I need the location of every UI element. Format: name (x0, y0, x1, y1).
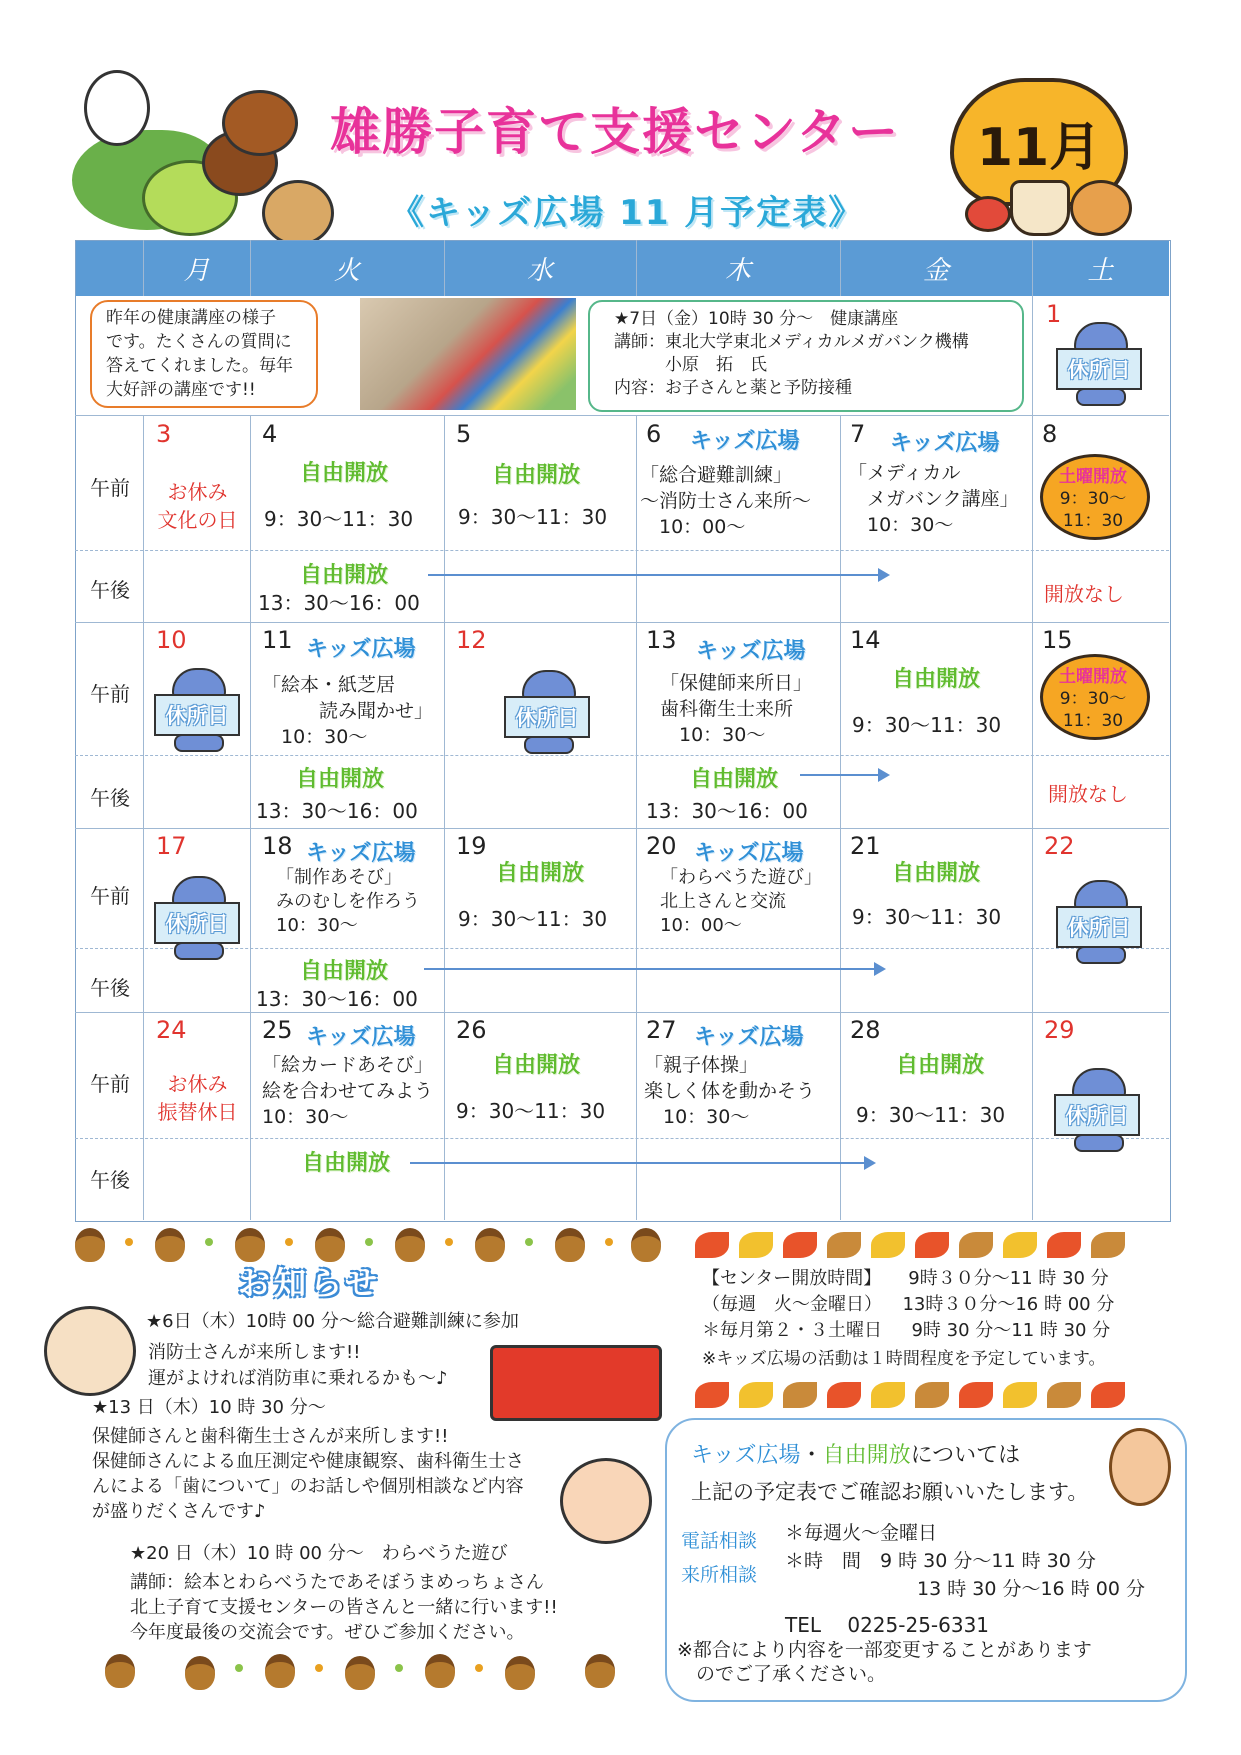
pm-time: 13：30～16：00 (256, 799, 418, 823)
weekday-mon: 月 (183, 255, 210, 286)
event-speech-bubble (588, 300, 1024, 412)
mushroom-stem-illustration (1010, 180, 1070, 236)
event-text: 「親子体操」 楽しく体を動かそう 10：30～ (644, 1054, 816, 1128)
day-number: 28 (850, 1016, 881, 1044)
autumn-mascots-illustration (72, 70, 312, 240)
kids-plaza-label: キッズ広場 (694, 1025, 804, 1050)
day-number: 29 (1044, 1016, 1075, 1044)
kids-plaza-label: キッズ広場 (306, 841, 416, 866)
phone-number[interactable]: TEL 0225-25-6331 (785, 1613, 990, 1637)
info-panel (665, 1418, 1187, 1702)
consult-time-2: 13 時 30 分～16 時 00 分 (917, 1578, 1145, 1600)
continuation-arrow (410, 1162, 874, 1164)
free-open-label: 自由開放 (690, 767, 779, 792)
kids-plaza-label: キッズ広場 (690, 429, 800, 454)
closed-day-badge: 休所日 (1056, 880, 1142, 964)
day-1: 1 (1046, 300, 1062, 328)
kids-plaza-label: キッズ広場 (696, 639, 806, 664)
intro-speech-bubble (90, 300, 318, 408)
day-number: 17 (156, 832, 187, 860)
closed-day-badge: 休所日 (1056, 322, 1142, 406)
health-lecture-text: ★7日（金）10時 30 分～ 健康講座 講師：東北大学東北メディカルメガバンク機構 小原 拓 氏 内容：お子さんと薬と予防接種 (614, 309, 969, 398)
event-text: 「わらべうた遊び」 北上さんと交流 10：00～ (660, 867, 822, 936)
slot-pm-w4: 午後 (90, 1168, 130, 1192)
baby-face-illustration (560, 1458, 652, 1544)
notice-3-title: ★20 日（木）10 時 00 分～ わらべうた遊び (130, 1543, 508, 1564)
hours-line-1: 【センター開放時間】 9時３０分～11 時 30 分 (702, 1268, 1109, 1289)
event-text: 「保健師来所日」 歯科衛生士来所 10：30～ (660, 672, 813, 746)
autumn-leaves-border-bottom (695, 1378, 1155, 1412)
firefighter-illustration (44, 1306, 136, 1396)
kids-plaza-label: キッズ広場 (306, 637, 416, 662)
notice-2-body: 保健師さんと歯科衛生士さんが来所します!! 保健師さんによる血圧測定や健康観察、歯科衛生士さ んによる「歯について」のお話しや個別相談など内容 が盛りだくさんです♪ (92, 1426, 524, 1522)
saturday-open-badge: 土曜開放 9：30～ 11：30 (1040, 646, 1146, 738)
free-open-label: 自由開放 (300, 959, 389, 984)
hours-note: ※キッズ広場の活動は１時間程度を予定しています。 (702, 1349, 1106, 1369)
day-number: 25 (262, 1016, 293, 1044)
free-open-label: 自由開放 (302, 1151, 391, 1176)
am-time: 9：30～11：30 (458, 505, 608, 529)
event-text: 「絵本・紙芝居 読み聞かせ」 10：30～ (262, 674, 434, 748)
acorn-border-top (75, 1226, 665, 1260)
closed-day-badge: 休所日 (1054, 1068, 1140, 1152)
day-number: 18 (262, 832, 293, 860)
day-number: 3 (156, 420, 172, 448)
hours-line-2: （毎週 火～金曜日） 13時３０分～16 時 00 分 (702, 1294, 1115, 1315)
free-open-label: 自由開放 (492, 1053, 581, 1078)
am-time: 9：30～11：30 (856, 1103, 1006, 1127)
day-number: 26 (456, 1016, 487, 1044)
day-number: 13 (646, 626, 677, 654)
day-number: 6 (646, 420, 662, 448)
pm-time: 13：30～16：00 (258, 591, 420, 615)
free-open-label: 自由開放 (492, 463, 581, 488)
no-open-text: 開放なし (1048, 782, 1128, 806)
notice-2-title: ★13 日（木）10 時 30 分～ (92, 1397, 326, 1418)
closed-day-badge: 休所日 (504, 670, 590, 754)
small-mushroom-illustration (965, 196, 1011, 232)
free-open-label: 自由開放 (296, 767, 385, 792)
squirrel-illustration (1070, 180, 1132, 236)
free-open-label: 自由開放 (892, 667, 981, 692)
visit-consult-label: 来所相談 (681, 1564, 758, 1586)
day-number: 8 (1042, 420, 1058, 448)
slot-am-w2: 午前 (90, 682, 130, 706)
slot-am-w3: 午前 (90, 884, 130, 908)
day-number: 12 (456, 626, 487, 654)
page-subtitle: 《キッズ広場 11 月予定表》 (390, 193, 865, 233)
day-number: 4 (262, 420, 278, 448)
weekday-fri: 金 (922, 255, 949, 286)
panel-heading: キッズ広場・自由開放については (691, 1443, 1021, 1468)
weekday-tue: 火 (333, 255, 360, 286)
no-open-text: 開放なし (1044, 582, 1124, 606)
day-number: 24 (156, 1016, 187, 1044)
day-number: 11 (262, 626, 293, 654)
intro-text: 昨年の健康講座の様子 です。たくさんの質問に 答えてくれました。毎年 大好評の講座です!! (106, 308, 293, 400)
weekday-sat: 土 (1087, 255, 1114, 286)
event-text: 「絵カードあそび」 絵を合わせてみよう 10：30～ (262, 1054, 434, 1128)
acorn-border-bottom (75, 1648, 665, 1688)
slot-am-w1: 午前 (90, 476, 130, 500)
slot-am-w4: 午前 (90, 1072, 130, 1096)
day-number: 7 (850, 420, 866, 448)
closed-day-badge: 休所日 (154, 876, 240, 960)
panel-line-2: 上記の予定表でご確認お願いいたします。 (691, 1480, 1089, 1504)
hours-line-3: ＊毎月第２・３土曜日 9時 30 分～11 時 30 分 (702, 1320, 1111, 1341)
pm-time: 13：30～16：00 (646, 799, 808, 823)
weekday-wed: 水 (526, 255, 553, 286)
fire-truck-illustration (490, 1345, 662, 1421)
am-time: 9：30～11：30 (852, 905, 1002, 929)
day-number: 19 (456, 832, 487, 860)
event-text: 「制作あそび」 みのむしを作ろう 10：30～ (276, 867, 420, 936)
day-number: 22 (1044, 832, 1075, 860)
am-time: 9：30～11：30 (264, 507, 414, 531)
day-number: 15 (1042, 626, 1073, 654)
slot-pm-w2: 午後 (90, 786, 130, 810)
free-open-label: 自由開放 (300, 461, 389, 486)
phone-consult-label: 電話相談 (681, 1530, 758, 1552)
am-time: 9：30～11：30 (852, 713, 1002, 737)
event-text: 「メディカル メガバンク講座」 10：30～ (848, 462, 1019, 536)
closed-day-badge: 休所日 (154, 668, 240, 752)
holiday-text: お休み 文化の日 (157, 480, 238, 532)
health-lecture-photo (360, 298, 576, 410)
day-number: 14 (850, 626, 881, 654)
free-open-label: 自由開放 (892, 861, 981, 886)
day-number: 5 (456, 420, 472, 448)
autumn-leaves-border-top (695, 1228, 1155, 1262)
day-number: 21 (850, 832, 881, 860)
holiday-text: お休み 振替休日 (157, 1072, 238, 1124)
saturday-open-badge: 土曜開放 9：30～ 11：30 (1040, 446, 1146, 538)
day-number: 27 (646, 1016, 677, 1044)
notice-1-body: 消防士さんが来所します!! 運がよければ消防車に乗れるかも～♪ (148, 1342, 448, 1389)
weekday-thu: 木 (724, 255, 751, 286)
kids-plaza-label: キッズ広場 (890, 431, 1000, 456)
woman-illustration (1109, 1428, 1171, 1506)
continuation-arrow (800, 774, 888, 776)
am-time: 9：30～11：30 (458, 907, 608, 931)
free-open-label: 自由開放 (896, 1053, 985, 1078)
page-title: 雄勝子育て支援センター (330, 103, 900, 161)
free-open-label: 自由開放 (300, 563, 389, 588)
day-number: 10 (156, 626, 187, 654)
continuation-arrow (424, 968, 884, 970)
notices-title: お知らせ (238, 1264, 382, 1302)
notice-1-title: ★6日（木）10時 00 分～総合避難訓練に参加 (146, 1311, 519, 1332)
month-badge: 11月 (950, 78, 1128, 206)
pm-time: 13：30～16：00 (256, 987, 418, 1011)
kids-plaza-label: キッズ広場 (306, 1025, 416, 1050)
panel-note: ※都合により内容を一部変更することがあります のでご了承ください。 (677, 1639, 1092, 1685)
event-text: 「総合避難訓練」 ～消防士さん来所～ 10：00～ (640, 464, 812, 538)
slot-pm-w3: 午後 (90, 976, 130, 1000)
free-open-label: 自由開放 (496, 861, 585, 886)
consult-days: ＊毎週火～金曜日 (785, 1522, 938, 1544)
day-number: 20 (646, 832, 677, 860)
am-time: 9：30～11：30 (456, 1099, 606, 1123)
continuation-arrow (428, 574, 888, 576)
slot-pm-w1: 午後 (90, 578, 130, 602)
consult-time-1: ＊時 間 9 時 30 分～11 時 30 分 (785, 1550, 1096, 1572)
kids-plaza-label: キッズ広場 (694, 841, 804, 866)
notice-3-body: 講師：絵本とわらべうたであそぼうまめっちょさん 北上子育て支援センターの皆さんと一緒に行います!! 今年度最後の交流会です。ぜひご参加ください。 (130, 1572, 558, 1643)
